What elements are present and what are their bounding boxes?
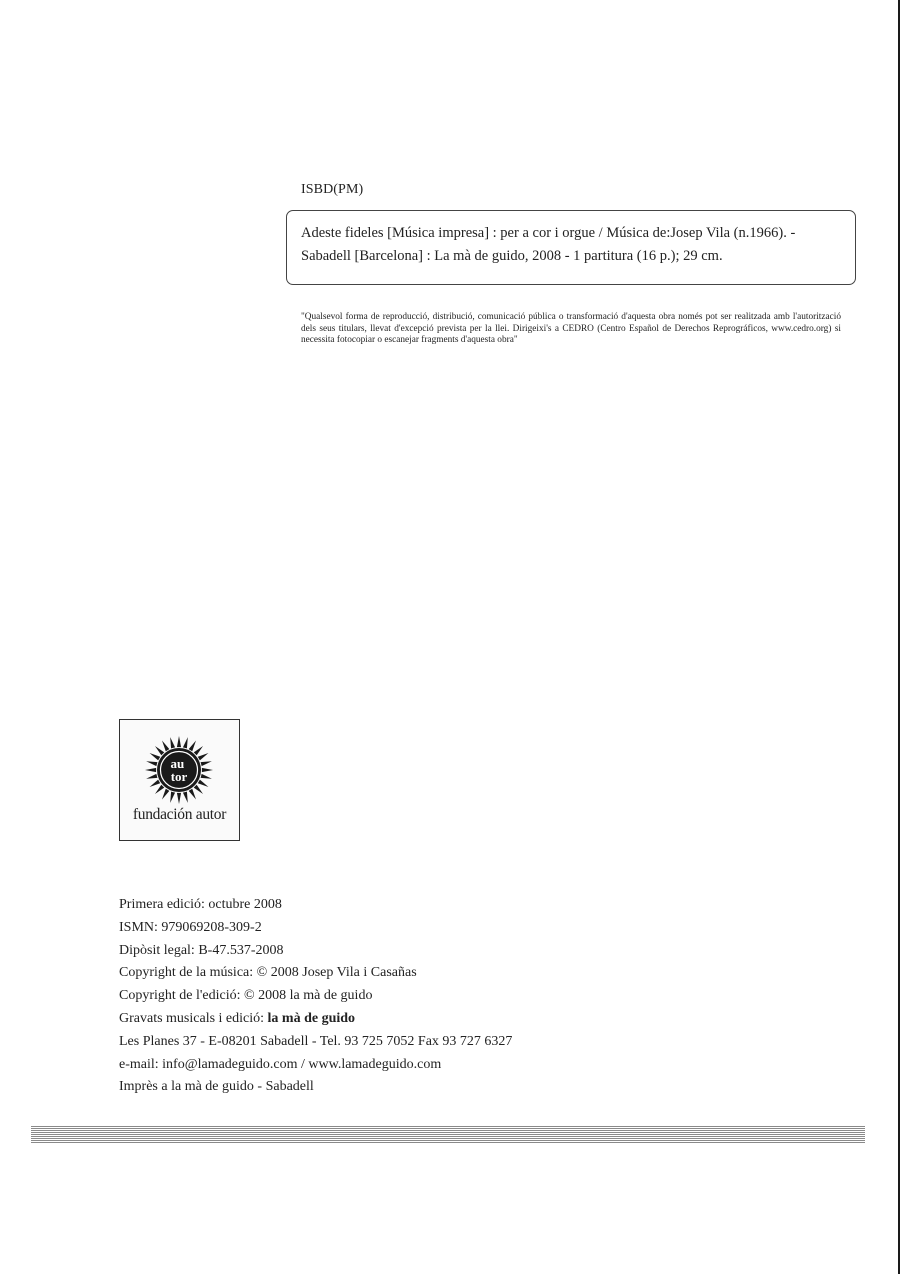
edition-copyright-line: Copyright de l'edició: © 2008 la mà de guido xyxy=(119,988,373,1004)
sun-ray xyxy=(162,741,169,752)
sun-ray xyxy=(155,746,164,755)
sun-logo-icon xyxy=(143,734,215,806)
catalog-record-box xyxy=(286,210,856,285)
engraving-label: Gravats musicals i edició: xyxy=(119,1010,268,1026)
sun-ray xyxy=(194,785,203,794)
colophon xyxy=(119,894,512,1099)
logo-mark-text: au tor xyxy=(170,756,188,784)
music-copyright-line: Copyright de la música: © 2008 Josep Vila i Casañas xyxy=(119,965,417,981)
sun-ray xyxy=(189,789,196,800)
sun-ray xyxy=(177,736,181,747)
sun-ray xyxy=(146,761,157,766)
engraving-line xyxy=(119,1008,512,1031)
sun-ray xyxy=(183,792,188,803)
sun-ray xyxy=(170,737,175,748)
sun-ray xyxy=(177,793,181,804)
printed-line: Imprès a la mà de guido - Sabadell xyxy=(119,1079,314,1095)
sun-ray xyxy=(162,789,169,800)
sun-ray xyxy=(183,737,188,748)
ismn-line: ISMN: 979069208-309-2 xyxy=(119,919,262,935)
sun-ray xyxy=(150,753,161,760)
first-edition-line: Primera edició: octubre 2008 xyxy=(119,897,282,912)
contact-line: e-mail: info@lamadeguido.com / www.lamadeguido.com xyxy=(119,1056,442,1072)
sun-ray xyxy=(198,753,209,760)
sun-ray xyxy=(146,774,157,779)
logo-label: fundación autor xyxy=(132,806,227,823)
catalog-record-line-2: Sabadell [Barcelona] : La mà de guido, 2008 - 1 partitura (16 p.); 29 cm. xyxy=(301,248,723,264)
sun-ray xyxy=(201,774,212,779)
sun-ray xyxy=(145,768,156,772)
address-line: Les Planes 37 - E-08201 Sabadell - Tel. 93 725 7052 Fax 93 727 6327 xyxy=(119,1033,513,1049)
sun-ray xyxy=(150,780,161,787)
sun-ray xyxy=(155,785,164,794)
sun-ray xyxy=(194,746,203,755)
engraving-publisher: la mà de guido xyxy=(267,1010,356,1026)
footer-rule xyxy=(31,1126,865,1144)
sun-ray xyxy=(198,780,209,787)
sun-ray xyxy=(202,768,213,772)
legal-deposit-line: Dipòsit legal: B-47.537-2008 xyxy=(119,942,284,958)
copyright-legal-notice: "Qualsevol forma de reproducció, distribució, comunicació pública o transformació d'aquesta obra només pot ser realitzada amb l'autorització dels seus titulars, llevat d'excepció prevista per la llei. Dirigeixi's a CEDRO (Centro Español de Derechos Reprográficos, www.cedro.org) si necessita fotocopiar o escanejar fragments d'aquesta obra" xyxy=(301,312,841,345)
sun-ray xyxy=(201,761,212,766)
catalog-record-line-1: Adeste fideles [Música impresa] : per a cor i orgue / Música de:Josep Vila (n.1966). - xyxy=(301,225,796,241)
fundacion-autor-logo xyxy=(119,719,240,841)
sun-ray xyxy=(189,741,196,752)
isbd-heading: ISBD(PM) xyxy=(301,182,364,197)
sun-ray xyxy=(170,792,175,803)
